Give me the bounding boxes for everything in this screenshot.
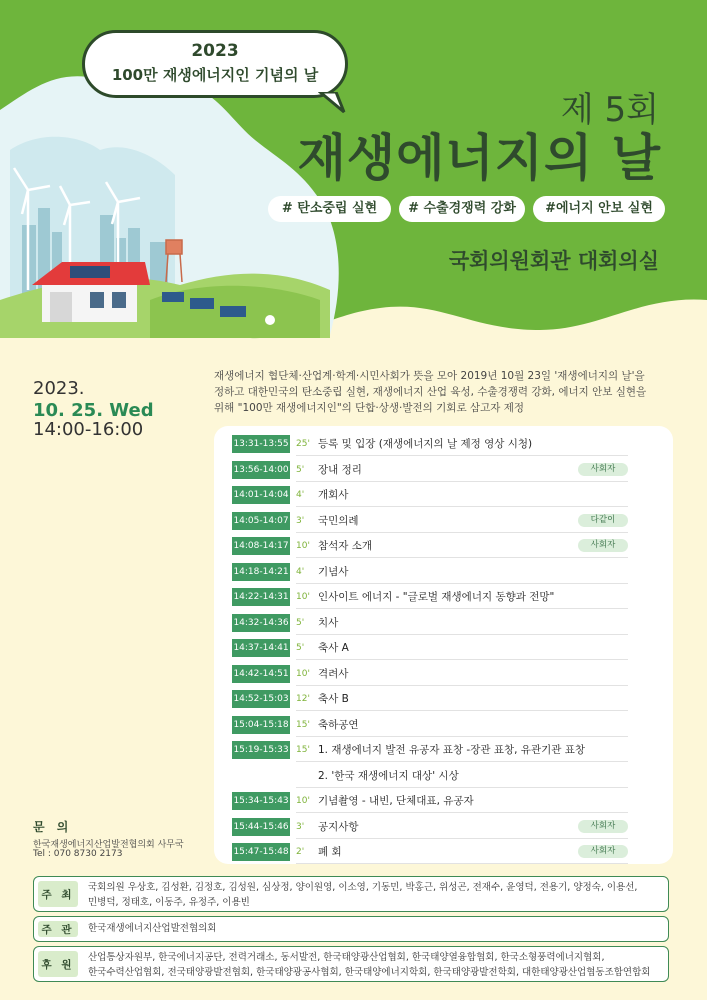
schedule-duration: 4' <box>296 490 305 500</box>
date-year: 2023. <box>33 378 85 399</box>
location-pin-icon <box>265 315 275 325</box>
contact-org: 한국재생에너지산업발전협의회 사무국 <box>33 840 184 850</box>
schedule-time: 14:42-14:51 <box>232 665 290 683</box>
schedule-time: 14:22-14:31 <box>232 588 290 606</box>
row-divider <box>296 634 628 635</box>
schedule-time: 13:31-13:55 <box>232 435 290 453</box>
organizer-box <box>33 916 669 942</box>
event-title: 재생에너지의 날 <box>297 129 661 187</box>
row-divider <box>296 532 628 533</box>
organizer-content: 한국재생에너지산업발전협의회 <box>88 923 217 934</box>
schedule-row <box>232 690 628 708</box>
schedule-time: 15:19-15:33 <box>232 741 290 759</box>
schedule-item-name: 치사 <box>318 616 339 629</box>
schedule-duration: 4' <box>296 566 305 577</box>
schedule-item-name: 축하공연 <box>318 718 359 731</box>
schedule-item-name: 축사 A <box>318 642 349 654</box>
schedule-row <box>232 486 628 504</box>
schedule-row <box>232 639 628 657</box>
contact-tel: Tel : 070 8730 2173 <box>33 849 123 859</box>
row-divider <box>296 863 628 864</box>
schedule-time: 14:08-14:17 <box>232 537 290 555</box>
row-divider <box>296 710 628 711</box>
schedule-item-name: 1. 재생에너지 발전 유공자 표창 -장관 표창, 유관기관 표창 <box>318 744 585 756</box>
sponsor-label: 후 원 <box>38 951 78 977</box>
schedule-time: 14:01-14:04 <box>232 486 290 504</box>
schedule-item-name: 등록 및 입장 (재생에너지의 날 제정 영상 시청) <box>318 438 533 450</box>
bubble-year: 2023 <box>191 41 239 61</box>
schedule-duration: 5' <box>296 643 305 653</box>
schedule-time: 15:47-15:48 <box>232 843 290 861</box>
schedule-time: 14:18-14:21 <box>232 563 290 581</box>
venue: 국회의원회관 대회의실 <box>448 249 659 273</box>
schedule-row <box>232 843 628 861</box>
role-badge: 사회자 <box>578 820 628 833</box>
schedule-duration: 10' <box>296 796 310 806</box>
schedule-duration: 15' <box>296 719 310 730</box>
schedule-time: 15:04-15:18 <box>232 716 290 734</box>
schedule-row <box>232 818 628 836</box>
schedule-time: 14:37-14:41 <box>232 639 290 657</box>
schedule-item-name: 기념촬영 - 내빈, 단체대표, 유공자 <box>318 795 474 807</box>
row-divider <box>296 608 628 609</box>
schedule-duration: 3' <box>296 515 305 526</box>
role-badge: 사회자 <box>578 539 628 552</box>
row-divider <box>296 557 628 558</box>
row-divider <box>296 812 628 813</box>
tag-energy-security: #에너지 안보 실현 <box>533 196 665 222</box>
schedule-duration: 25' <box>296 439 310 449</box>
schedule-time: 14:52-15:03 <box>232 690 290 708</box>
date-time: 14:00-16:00 <box>33 419 144 440</box>
host-content: 국회의원 우상호, 김성환, 김정호, 김성원, 심상정, 양이원영, 이소영, 기동민, 박홍근, 위성곤, 전재수, 윤영덕, 전용기, 양정숙, 이용선, 민병덕, 정태호, 이동주, 유정주, 이용빈 <box>88 882 638 908</box>
schedule-item-name: 2. '한국 재생에너지 대상' 시상 <box>318 769 459 782</box>
intro-text: 재생에너지 협단체·산업계·학계·시민사회가 뜻을 모아 2019년 10월 23일 '재생에너지의 날'을 정하고 대한민국의 탄소중립 실현, 재생에너지 산업 육성, 수출경쟁력 강화, 에너지 안보 실현을 위해 "100만 재생에너지인"의 단합·상생·발전의 기회로 삼고자 제정 <box>214 370 647 414</box>
organizer-label: 주 관 <box>38 921 78 937</box>
schedule-row <box>232 741 628 759</box>
schedule-duration: 5' <box>296 617 305 628</box>
schedule-item-name: 기념사 <box>318 565 349 578</box>
schedule-duration: 15' <box>296 745 310 755</box>
sponsor-content: 산업통상자원부, 한국에너지공단, 전력거래소, 동서발전, 한국태양광산업협회, 한국태양열융합협회, 한국소형풍력에너지협회, 한국수력산업협회, 전국태양광발전협회, 한국태양광공사협회, 한국태양에너지학회, 한국태양광발전학회, 대한태양광산업협동조합연합회 <box>88 952 651 978</box>
bubble-subtitle: 100만 재생에너지인 기념의 날 <box>111 66 319 84</box>
schedule-row <box>232 537 628 555</box>
schedule-row <box>232 792 628 810</box>
date-day: 10. 25. Wed <box>33 400 154 421</box>
contact-heading: 문 의 <box>33 820 73 834</box>
speech-bubble <box>82 30 348 98</box>
schedule-duration: 10' <box>296 541 310 551</box>
sponsor-box <box>33 946 669 982</box>
schedule-row <box>232 512 628 530</box>
schedule-duration: 10' <box>296 668 310 679</box>
schedule-time: 14:32-14:36 <box>232 614 290 632</box>
schedule-row <box>232 614 628 632</box>
schedule-row <box>232 665 628 683</box>
schedule-row <box>232 563 628 581</box>
row-divider <box>296 455 628 456</box>
schedule-item-name: 참석자 소개 <box>318 540 373 552</box>
row-divider <box>296 838 628 839</box>
role-badge: 사회자 <box>578 463 628 476</box>
edition-label: 제 5회 <box>560 90 659 130</box>
row-divider <box>296 736 628 737</box>
schedule-time: 15:34-15:43 <box>232 792 290 810</box>
schedule-row <box>232 461 628 479</box>
row-divider <box>296 506 628 507</box>
schedule-row <box>232 588 628 606</box>
role-badge: 사회자 <box>578 845 628 858</box>
schedule-time: 15:44-15:46 <box>232 818 290 836</box>
schedule-item-name: 축사 B <box>318 693 349 705</box>
host-label: 주 최 <box>38 881 78 907</box>
row-divider <box>296 583 628 584</box>
row-divider <box>296 685 628 686</box>
row-divider <box>296 787 628 788</box>
schedule-time: 13:56-14:00 <box>232 461 290 479</box>
schedule-duration: 12' <box>296 694 310 704</box>
schedule-duration: 2' <box>296 847 305 857</box>
tag-export: # 수출경쟁력 강화 <box>399 196 525 222</box>
schedule-item-name: 국민의례 <box>318 514 359 527</box>
schedule-time: 14:05-14:07 <box>232 512 290 530</box>
row-divider <box>296 761 628 762</box>
schedule-row <box>232 716 628 734</box>
schedule-item-name: 공지사항 <box>318 820 359 833</box>
schedule-item-name: 격려사 <box>318 667 349 680</box>
row-divider <box>296 659 628 660</box>
schedule-item-name: 인사이트 에너지 - "글로벌 재생에너지 동향과 전망" <box>318 591 555 603</box>
bubble-tail <box>318 92 348 114</box>
host-box <box>33 876 669 912</box>
tag-carbon-neutral: # 탄소중립 실현 <box>268 196 391 222</box>
schedule-item-name: 개회사 <box>318 489 349 501</box>
schedule-row <box>232 435 628 453</box>
schedule-duration: 3' <box>296 821 305 832</box>
schedule-item-name: 장내 정리 <box>318 463 362 476</box>
schedule-row <box>232 767 628 785</box>
role-badge: 다같이 <box>578 514 628 527</box>
row-divider <box>296 481 628 482</box>
schedule-item-name: 폐 회 <box>318 846 342 858</box>
schedule-duration: 10' <box>296 592 310 602</box>
schedule-duration: 5' <box>296 464 305 475</box>
